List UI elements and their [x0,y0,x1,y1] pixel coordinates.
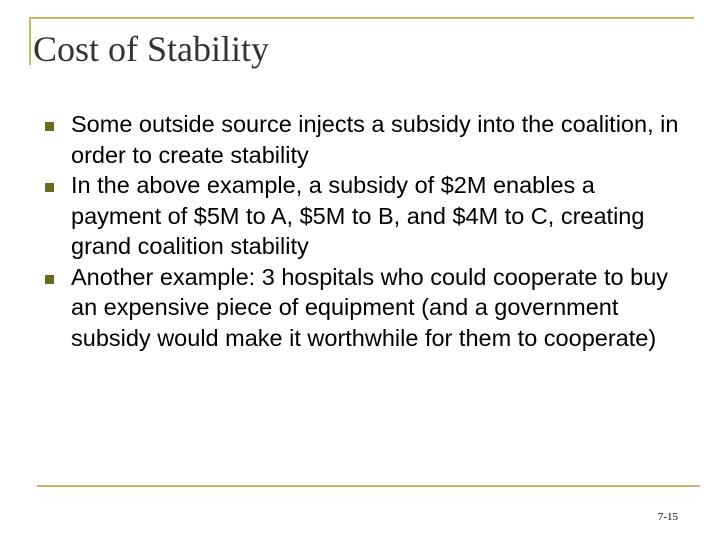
square-bullet-icon [45,122,54,131]
title-top-rule [30,17,694,19]
footer-rule [37,485,700,487]
title-left-rule [29,17,31,65]
bullet-text: Some outside source injects a subsidy into the coalition, in order to create stability [71,111,679,168]
page-number: 7-15 [657,511,678,523]
bullet-item [44,262,684,354]
bullet-text: Another example: 3 hospitals who could cooperate to buy an expensive piece of equipment (and a government subsidy would make it worthwhile for them to cooperate) [71,263,669,351]
bullet-text: In the above example, a subsidy of $2M enables a payment of $5M to A, $5M to B, and $4M to C, creating grand coalition stability [71,172,645,259]
square-bullet-icon [45,275,54,284]
bullet-item [44,109,684,170]
bullet-list [44,109,684,353]
slide-title: Cost of Stability [33,29,270,69]
square-bullet-icon [45,183,54,192]
bullet-item [44,170,684,262]
